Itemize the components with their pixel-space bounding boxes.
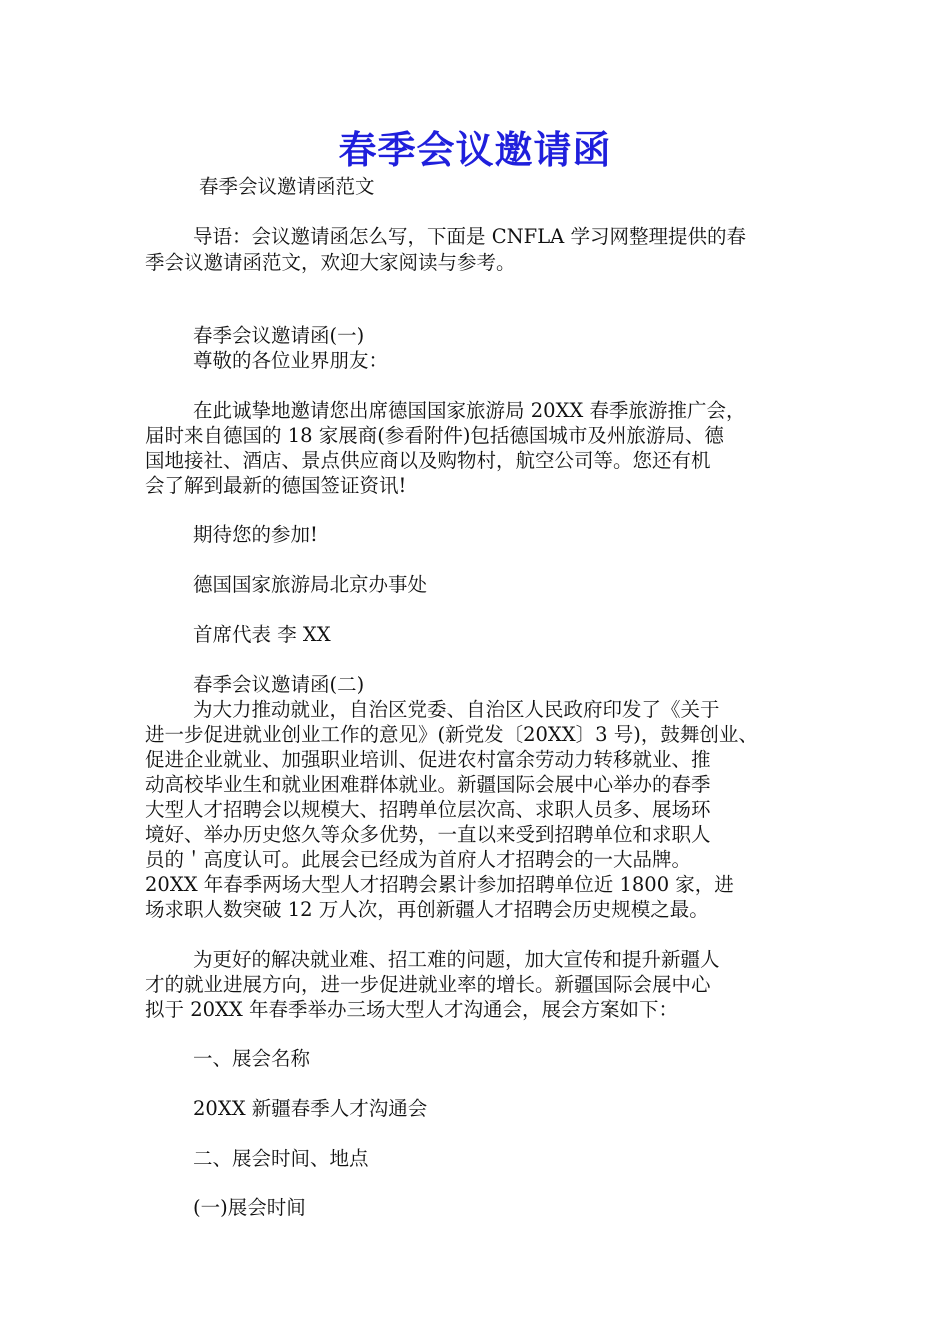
letter2-para2-line-3: 拟于 20XX 年春季举办三场大型人才沟通会，展会方案如下：	[145, 998, 678, 1021]
letter2-para1-line-1: 为大力推动就业，自治区党委、自治区人民政府印发了《关于	[193, 698, 720, 721]
letter1-heading: 春季会议邀请函(一)	[193, 324, 365, 347]
letter1-body-line-4: 会了解到最新的德国签证资讯!	[145, 474, 407, 497]
letter2-para2-line-1: 为更好的解决就业难、招工难的问题，加大宣传和提升新疆人	[193, 948, 720, 971]
letter2-para1-line-4: 动高校毕业生和就业困难群体就业。新疆国际会展中心举办的春季	[145, 773, 711, 796]
letter1-body-line-3: 国地接社、酒店、景点供应商以及购物村，航空公司等。您还有机	[145, 449, 711, 472]
section1-heading: 一、展会名称	[193, 1047, 311, 1070]
section1-value: 20XX 新疆春季人才沟通会	[193, 1097, 428, 1120]
section2-subheading: (一)展会时间	[193, 1196, 306, 1219]
letter1-salutation: 尊敬的各位业界朋友：	[193, 349, 389, 372]
letter2-para1-line-8: 20XX 年春季两场大型人才招聘会累计参加招聘单位近 1800 家，进	[145, 873, 734, 896]
letter1-closing: 期待您的参加!	[193, 523, 318, 546]
letter2-para1-line-2: 进一步促进就业创业工作的意见》(新党发〔20XX〕3 号)，鼓舞创业、	[145, 723, 758, 746]
document-title: 春季会议邀请函	[338, 127, 612, 172]
letter2-para1-line-6: 境好、举办历史悠久等众多优势，一直以来受到招聘单位和求职人	[145, 823, 711, 846]
intro-line-1: 导语：会议邀请函怎么写，下面是 CNFLA 学习网整理提供的春	[193, 225, 746, 248]
letter2-para1-line-9: 场求职人数突破 12 万人次，再创新疆人才招聘会历史规模之最。	[145, 898, 709, 921]
letter2-para1-line-7: 员的＇高度认可。此展会已经成为首府人才招聘会的一大品牌。	[145, 848, 692, 871]
letter1-body-line-1: 在此诚挚地邀请您出席德国国家旅游局 20XX 春季旅游推广会，	[193, 399, 746, 422]
letter1-sender: 德国国家旅游局北京办事处	[193, 573, 428, 596]
letter2-para2-line-2: 才的就业进展方向，进一步促进就业率的增长。新疆国际会展中心	[145, 973, 711, 996]
subtitle: 春季会议邀请函范文	[199, 175, 375, 198]
letter1-signer: 首席代表 李 XX	[193, 623, 331, 646]
intro-line-2: 季会议邀请函范文，欢迎大家阅读与参考。	[145, 251, 516, 274]
letter2-para1-line-3: 促进企业就业、加强职业培训、促进农村富余劳动力转移就业、推	[145, 748, 711, 771]
section2-heading: 二、展会时间、地点	[193, 1147, 369, 1170]
letter1-body-line-2: 届时来自德国的 18 家展商(参看附件)包括德国城市及州旅游局、德	[145, 424, 724, 447]
letter2-para1-line-5: 大型人才招聘会以规模大、招聘单位层次高、求职人员多、展场环	[145, 798, 711, 821]
letter2-heading: 春季会议邀请函(二)	[193, 673, 365, 696]
